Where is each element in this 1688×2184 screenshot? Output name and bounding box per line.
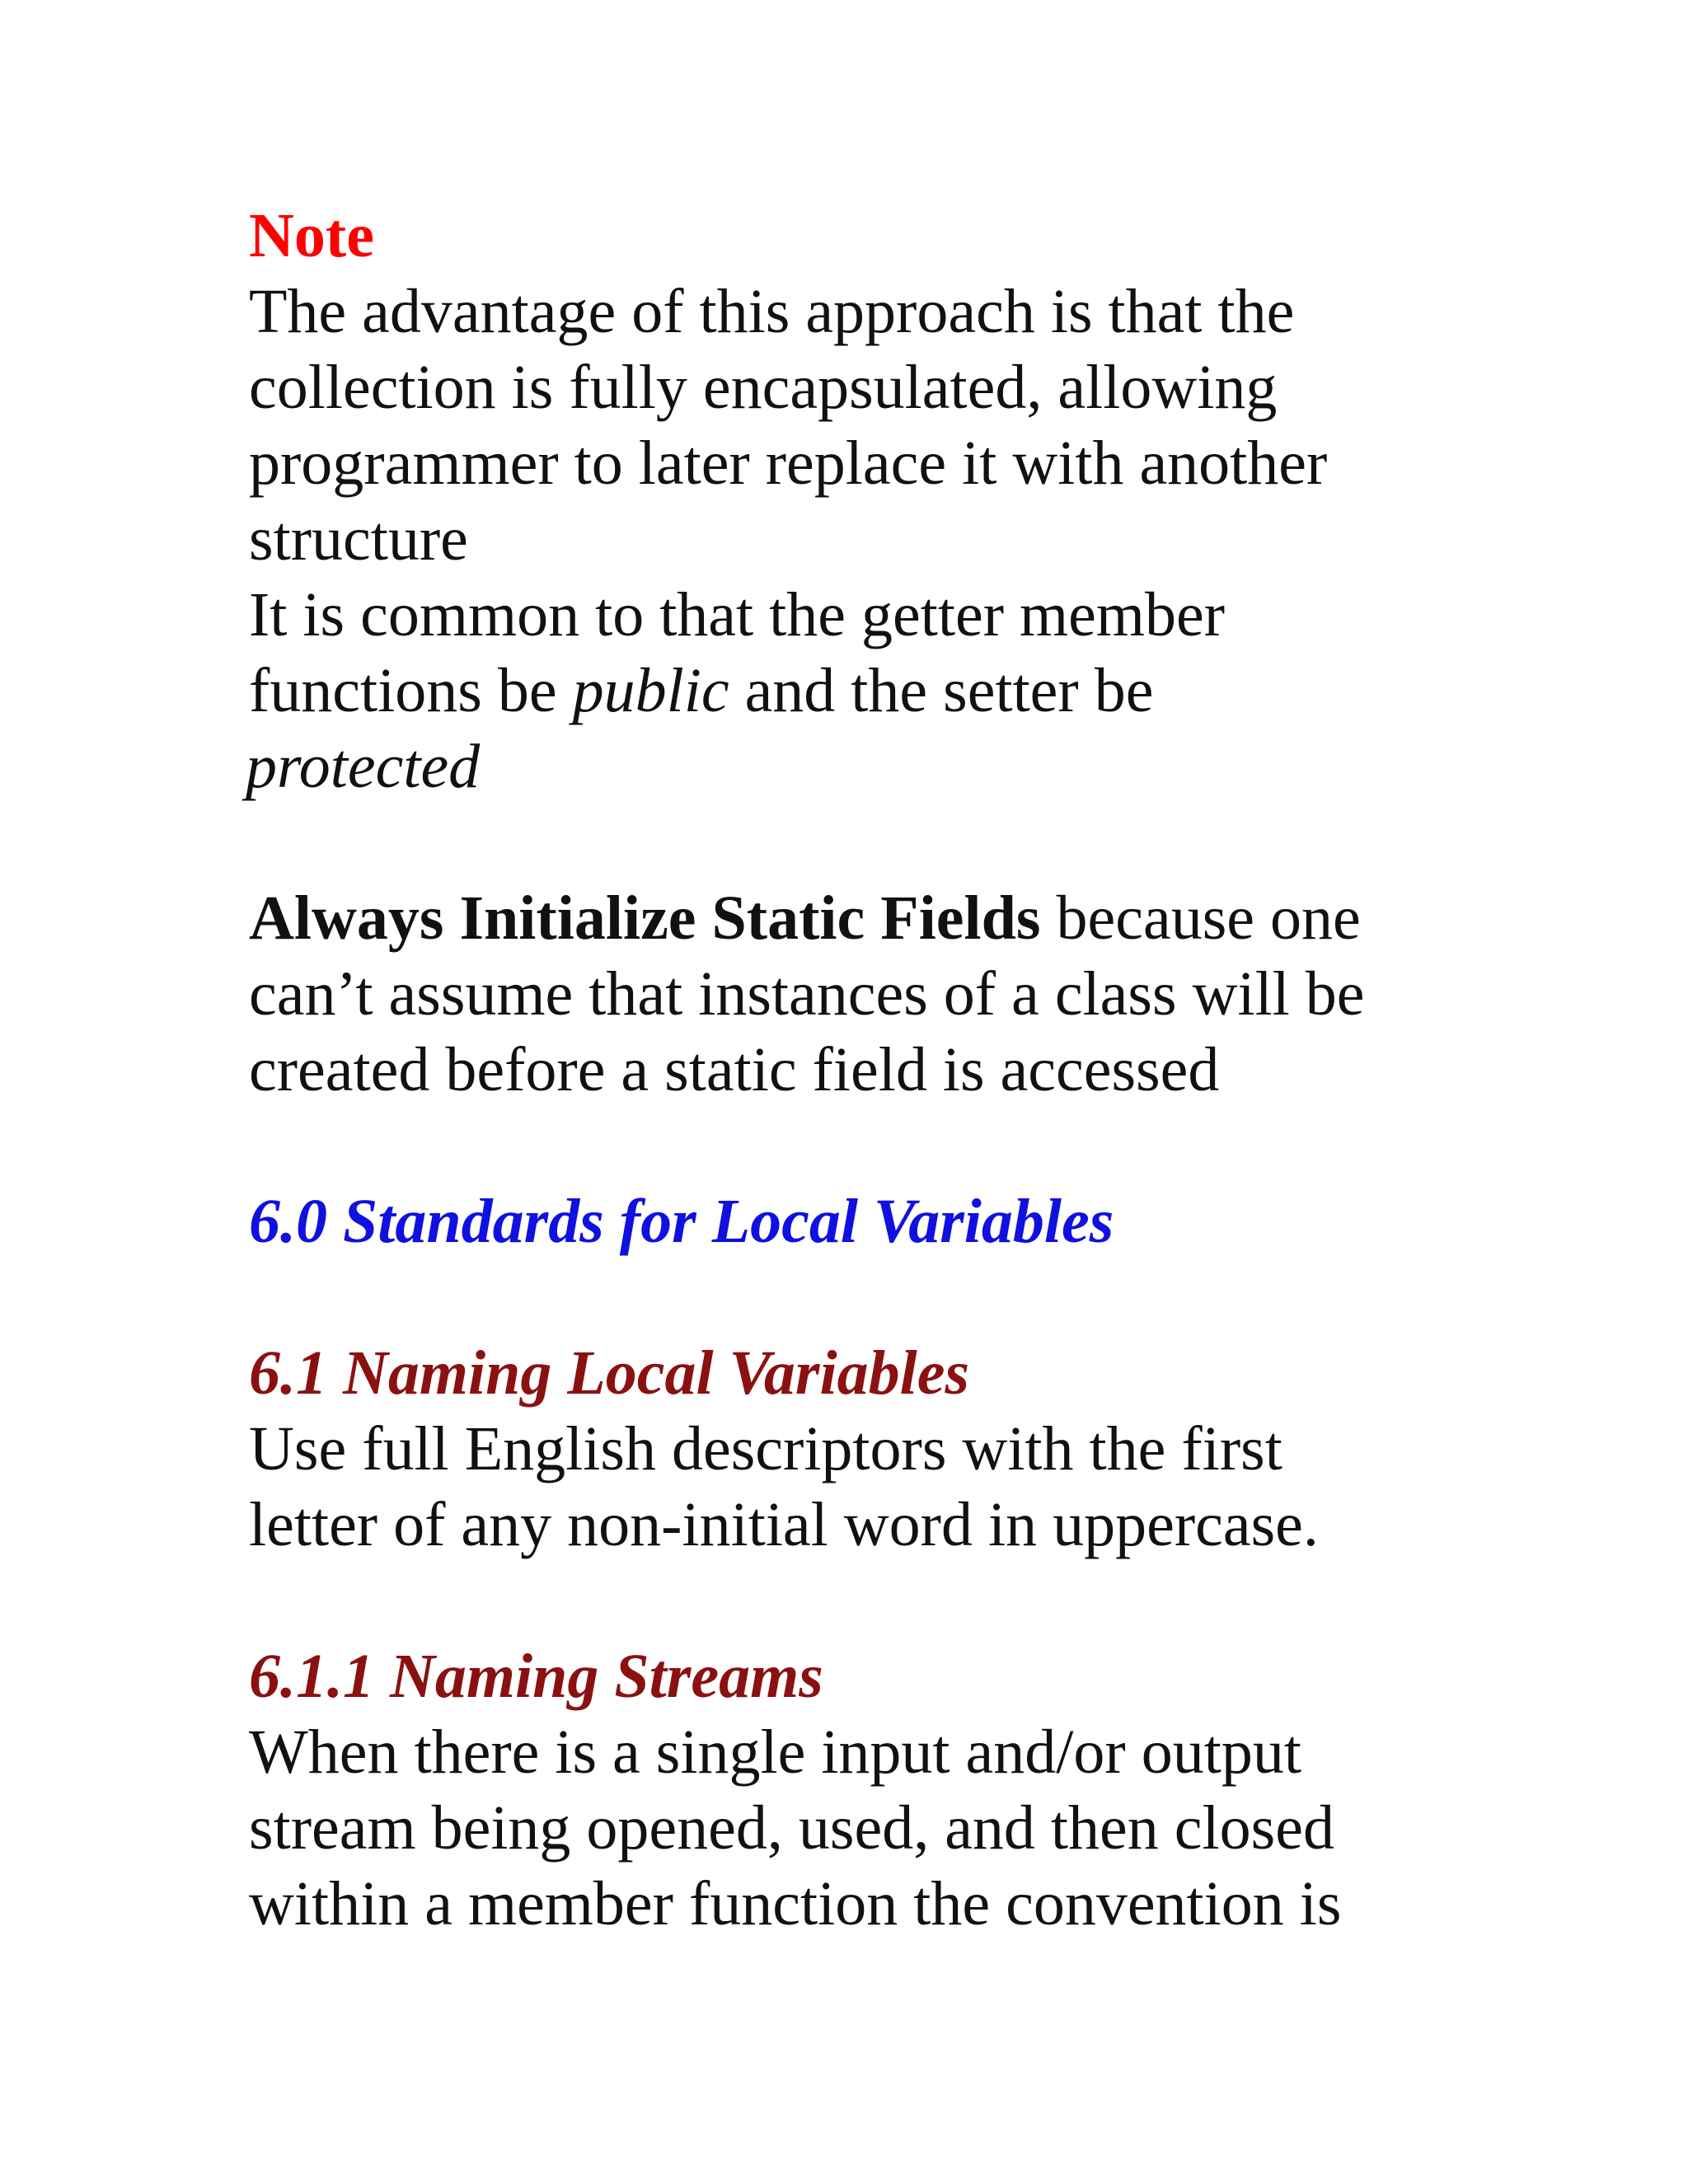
note-line-3: programmer to later replace it with another bbox=[249, 429, 1328, 498]
document-body bbox=[246, 198, 1535, 1942]
spacer bbox=[249, 1563, 1535, 1638]
note-line-5: It is common to that the getter member bbox=[249, 580, 1226, 649]
section-6-1-line-1: Use full English descriptors with the first bbox=[249, 1414, 1282, 1483]
section-6-1-line-2: letter of any non-initial word in uppercase. bbox=[249, 1490, 1319, 1559]
section-6-1-1-line-1: When there is a single input and/or output bbox=[249, 1718, 1301, 1787]
static-fields-line-2: can’t assume that instances of a class will be bbox=[249, 959, 1365, 1029]
section-6-0-heading: 6.0 Standards for Local Variables bbox=[249, 1187, 1114, 1256]
note-line-6 bbox=[249, 653, 1535, 729]
spacer bbox=[249, 804, 1535, 880]
section-6-1-heading: 6.1 Naming Local Variables bbox=[249, 1338, 970, 1408]
static-fields-line-3: created before a static field is accessed bbox=[249, 1035, 1220, 1104]
note-heading: Note bbox=[249, 201, 374, 270]
section-6-1-1-line-2: stream being opened, used, and then closed bbox=[249, 1793, 1334, 1863]
spacer bbox=[249, 1259, 1535, 1335]
section-6-1-1-heading: 6.1.1 Naming Streams bbox=[249, 1642, 823, 1711]
functions-suffix: and the setter be bbox=[729, 656, 1154, 725]
protected-keyword: protected bbox=[246, 732, 481, 801]
note-line-1: The advantage of this approach is that the bbox=[249, 277, 1295, 346]
static-fields-line-1 bbox=[249, 880, 1535, 956]
functions-prefix: functions be bbox=[249, 656, 573, 725]
static-fields-rest: because one bbox=[1040, 883, 1361, 953]
note-line-2: collection is fully encapsulated, allowing bbox=[249, 353, 1278, 422]
public-keyword: public bbox=[572, 656, 729, 725]
section-6-1-1-line-3: within a member function the convention is bbox=[249, 1869, 1342, 1938]
note-line-4: structure bbox=[249, 504, 468, 574]
spacer bbox=[249, 1108, 1535, 1183]
static-fields-label: Always Initialize Static Fields bbox=[249, 883, 1041, 953]
